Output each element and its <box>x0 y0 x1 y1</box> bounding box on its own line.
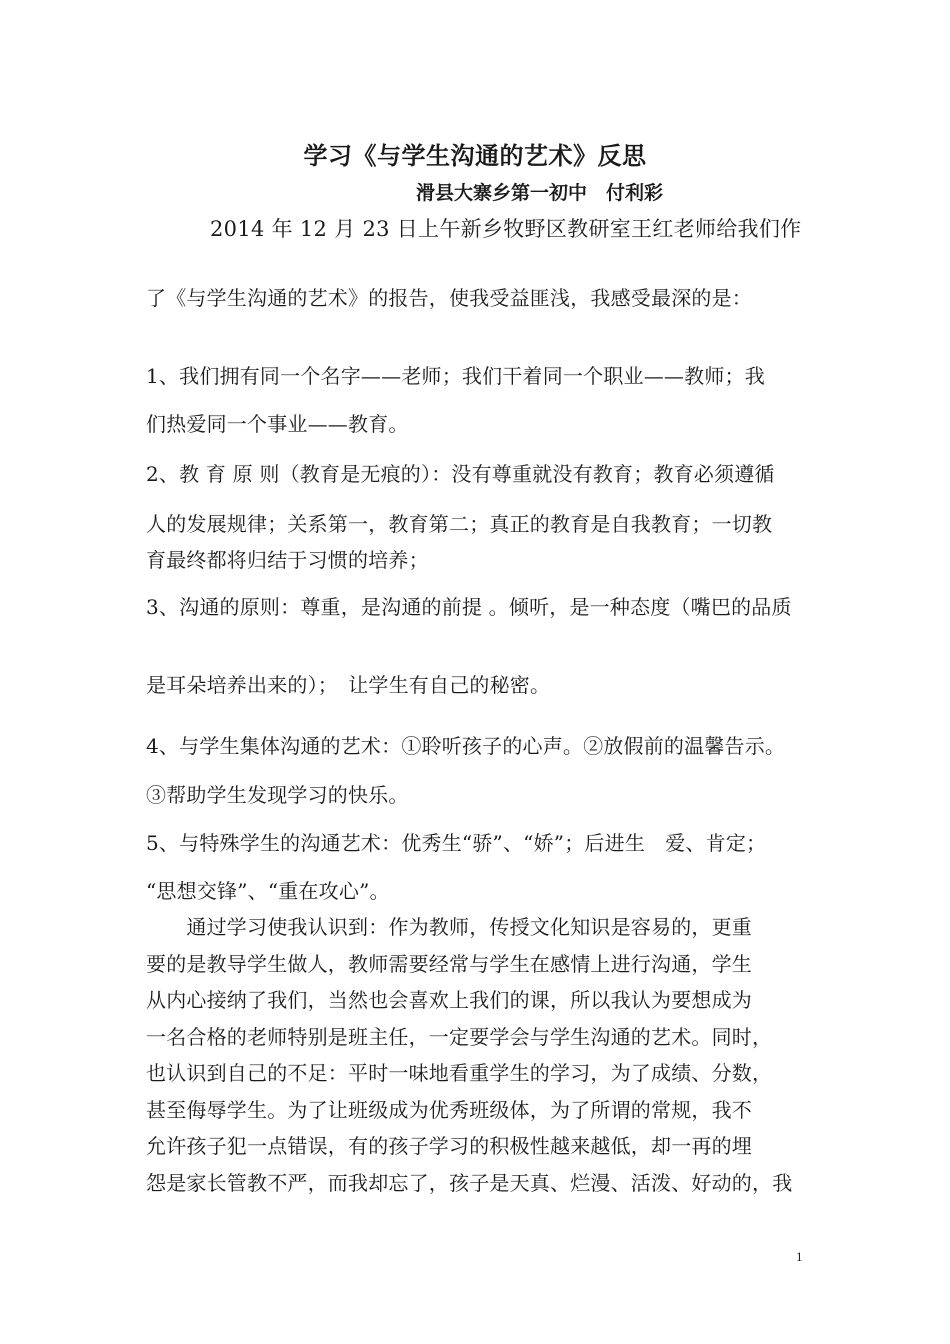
reflection-line-3: 从内心接纳了我们，当然也会喜欢上我们的课，所以我认为要想成为 <box>146 988 752 1012</box>
reflection-line-2: 要的是教导学生做人，教师需要经常与学生在感情上进行沟通，学生 <box>146 952 752 976</box>
reflection-line-8: 怨是家长管教不严，而我却忘了，孩子是天真、烂漫、活泼、好动的，我 <box>146 1171 793 1195</box>
point-1-line-2: 们热爱同一个事业——教育。 <box>146 412 409 436</box>
document-title: 学习《与学生沟通的艺术》反思 <box>303 141 647 170</box>
point-5-line-1: 5、与特殊学生的沟通艺术：优秀生“骄”、“娇”；后进生 爱、肯定； <box>146 831 767 855</box>
point-3-line-1: 3、沟通的原则：尊重，是沟通的前提 。倾听，是一种态度（嘴巴的品质 <box>146 595 792 619</box>
point-5-line-2: “思想交锋”、“重在攻心”。 <box>146 879 390 903</box>
reflection-line-4: 一名合格的老师特别是班主任，一定要学会与学生沟通的艺术。同时， <box>146 1025 773 1049</box>
reflection-line-6: 甚至侮辱学生。为了让班级成为优秀班级体，为了所谓的常规，我不 <box>146 1098 752 1122</box>
intro-line-2: 了《与学生沟通的艺术》的报告，使我受益匪浅，我感受最深的是： <box>146 286 752 310</box>
point-3-line-2: 是耳朵培养出来的）； 让学生有自己的秘密。 <box>146 673 551 697</box>
reflection-line-5: 也认识到自己的不足：平时一味地看重学生的学习，为了成绩、分数， <box>146 1061 773 1085</box>
point-4-line-1: 4、与学生集体沟通的艺术：①聆听孩子的心声。②放假前的温馨告示。 <box>146 734 786 758</box>
point-2-line-2: 人的发展规律；关系第一，教育第二；真正的教育是自我教育；一切教 <box>146 512 773 536</box>
point-1-line-1: 1、我们拥有同一个名字——老师；我们干着同一个职业——教师；我 <box>146 364 765 388</box>
author-line: 滑县大寨乡第一初中 付利彩 <box>416 182 664 204</box>
reflection-line-1: 通过学习使我认识到：作为教师，传授文化知识是容易的，更重 <box>146 915 752 939</box>
point-4-line-2: ③帮助学生发现学习的快乐。 <box>146 783 409 807</box>
point-2-line-1: 2、教 育 原 则（教育是无痕的）：没有尊重就没有教育；教育必须遵循 <box>146 462 775 486</box>
reflection-line-7: 允许孩子犯一点错误，有的孩子学习的积极性越来越低，却一再的埋 <box>146 1134 752 1158</box>
page-number: 1 <box>796 1249 803 1264</box>
point-2-line-3: 育最终都将归结于习惯的培养； <box>146 548 429 572</box>
intro-line-1: 2014 年 12 月 23 日上午新乡牧野区教研室王红老师给我们作 <box>210 217 802 241</box>
